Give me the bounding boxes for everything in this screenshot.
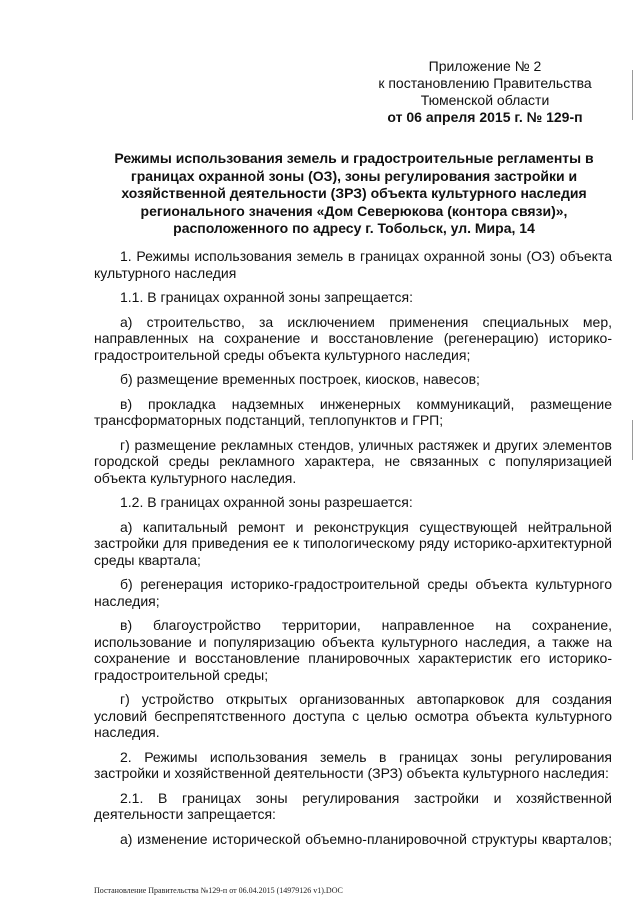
appendix-date-number: от 06 апреля 2015 г. № 129-п xyxy=(387,109,583,125)
document-body xyxy=(94,248,612,855)
appendix-region: Тюменской области xyxy=(420,92,550,108)
list-item: а) изменение исторической объемно-планировочной структуры кварталов; xyxy=(120,830,612,847)
list-item: а) капитальный ремонт и реконструкция существующей нейтральной застройки для приведения ее к типологическому ряду историко-архитектурной среды квартала; xyxy=(94,518,612,568)
subsection-2-1: 2.1. В границах зоны регулирования застройки и хозяйственной деятельности запрещается: xyxy=(94,789,612,822)
list-item: а) строительство, за исключением применения специальных мер, направленных на сохранение и восстановление (регенерацию) историко-градостроительной среды объекта культурного наследия; xyxy=(94,313,612,363)
list-item: б) регенерация историко-градостроительной среды объекта культурного наследия; xyxy=(94,576,612,609)
list-item: г) устройство открытых организованных автопарковок для создания условий беспрепятственного доступа с целью осмотра объекта культурного наследия. xyxy=(94,691,612,740)
list-item: в) благоустройство территории, направленное на сохранение, использование и популяризацию объекта культурного наследия, а также на сохранение и восстановление планировочных характеристик его историко-градостроительной среды; xyxy=(94,617,612,683)
appendix-reference: к постановлению Правительства xyxy=(378,75,592,91)
scan-edge-mark xyxy=(632,420,633,460)
appendix-header xyxy=(360,58,610,126)
section-1: 1. Режимы использования земель в границах охранной зоны (ОЗ) объекта культурного наследия xyxy=(94,248,612,281)
scan-edge-mark xyxy=(632,70,633,120)
section-2: 2. Режимы использования земель в границах зоны регулирования застройки и хозяйственной деятельности (ЗРЗ) объекта культурного наследия: xyxy=(94,748,612,781)
subsection-1-2: 1.2. В границах охранной зоны разрешается: xyxy=(120,494,413,510)
list-item: г) размещение рекламных стендов, уличных растяжек и других элементов городской среды рекламного характера, не связанных с популяризацией объекта культурного наследия. xyxy=(94,436,612,486)
document-title: Режимы использования земель и градостроительные регламенты в границах охранной зоны (ОЗ), зоны регулирования застройки и хозяйственной деятельности (ЗРЗ) объекта культурного наследия регионального значения «Дом Северюкова (контора связи)», расположенного по адресу г. Тобольск, ул. Мира, 14 xyxy=(114,150,594,237)
document-footer: Постановление Правительства №129-п от 06.04.2015 (14979126 v1).DOC xyxy=(94,886,343,895)
appendix-number: Приложение № 2 xyxy=(428,58,542,74)
list-item: в) прокладка надземных инженерных коммуникаций, размещение трансформаторных подстанций, теплопунктов и ГРП; xyxy=(94,395,612,428)
list-item: б) размещение временных построек, киосков, навесов; xyxy=(120,371,480,387)
subsection-1-1: 1.1. В границах охранной зоны запрещается: xyxy=(120,289,413,305)
